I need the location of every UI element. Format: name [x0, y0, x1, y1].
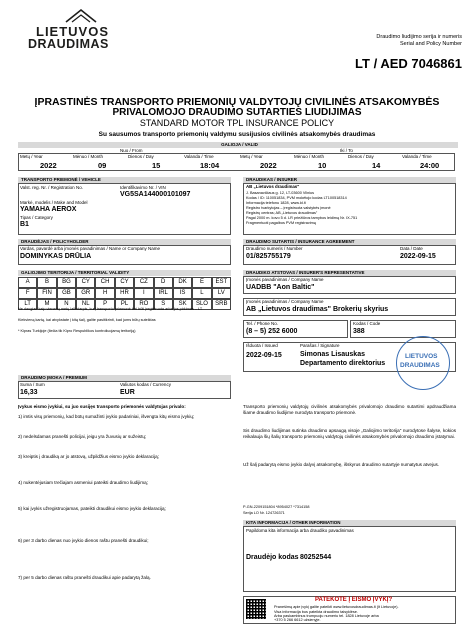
rep-name-label: Įmonės pavadinimas / Company Name	[246, 299, 324, 304]
reg-label: Valst. reg. Nr. / Registration No.	[20, 185, 83, 190]
insurer-line-7: Fragmentuoti pagalbos PVM registravimą	[246, 221, 316, 225]
premium-sum: 16,33	[20, 389, 38, 396]
territory-bar: GALIOJIMO TERITORIJA / TERRITORIAL VALIDITY	[18, 270, 231, 276]
territory-country-cell: RO	[134, 299, 153, 310]
insurer-line-2: Kodas / ID: 110051834, PVM mokėtojo kodas LT100518314	[246, 196, 347, 200]
info-p7: 7) per 5 darbo dienas raštu pranešti draudikui apie padarytą žalą.	[18, 575, 151, 580]
qr-code-icon[interactable]	[246, 599, 266, 619]
title-line-2: PRIVALOMOJO DRAUDIMO SUTARTIES LIUDIJIMAS	[112, 107, 362, 118]
territory-country-cell: DK	[173, 277, 192, 288]
rep-code-label: Kodas / Code	[353, 321, 381, 326]
other-info-bar: KITA INFORMACIJA / OTHER INFORMATION	[243, 520, 456, 526]
territory-country-cell: H	[95, 288, 114, 299]
from-year-label: Metų / Year	[20, 154, 43, 159]
serial-label-en: Serial and Policy Number	[399, 41, 462, 47]
premium-currency: EUR	[120, 389, 135, 396]
info-p2: 2) nedelsdamas pranešti policijai, jeigu yra žuvusių ar sužeistų;	[18, 434, 147, 439]
signature-label: Parašas / Signature	[300, 343, 340, 348]
vin-label: Identifikavimo Nr. / VIN	[120, 185, 166, 190]
signer-title: Departamento direktorius	[300, 360, 386, 367]
insurer-line-3: Informacija telefonu 1828, www.ld.lt	[246, 201, 306, 205]
stamp-line-2: DRAUDIMAS	[400, 362, 440, 369]
territory-country-cell: FIN	[37, 288, 56, 299]
territory-country-cell: S	[154, 299, 173, 310]
insurer-name: AB „Lietuvos draudimas"	[246, 184, 300, 189]
info-p5: 5) kai įvykis užregistruojamas, pateikti draudikui eismo įvykio deklaraciją;	[18, 506, 166, 511]
right-p2: Sis draudimo liudijimas sutinka draudimo apsaugą visoje „Galiojimo teritorija" nurodytose šalyse, kokios reikalauja šių šalių transporto priemonių valdytojų civilinės atsakomybės privalomojo draudimo įstatymai.	[243, 428, 456, 439]
rep-company: UADBB "Aon Baltic"	[246, 284, 315, 291]
territory-country-cell: LV	[212, 288, 231, 299]
logo-line-1: LIETUVOS	[36, 24, 110, 39]
territory-country-cell: CZ	[134, 277, 153, 288]
other-info-code-label: Draudėjo kodas	[246, 554, 299, 561]
territory-grid	[18, 277, 231, 310]
footer-heading: PATEKOTE Į EISMO ĮVYKĮ?	[315, 597, 393, 603]
serial-label-lt: Draudimo liudijimo serija ir numeris	[376, 34, 462, 40]
territory-country-cell: CY	[115, 277, 134, 288]
to-month: 10	[318, 161, 327, 170]
territory-country-cell: P	[95, 299, 114, 310]
territory-country-cell: D	[154, 277, 173, 288]
agreement-bar: DRAUDIMO SUTARTIS / INSURANCE AGREEMENT	[243, 239, 456, 245]
from-day-label: Dienos / Day	[128, 154, 154, 159]
to-day: 14	[372, 161, 381, 170]
from-month: 09	[98, 161, 107, 170]
right-p3: Už šalį padarytą eismo įvykio dalyvį atsakomybę, išskyrus draudimo sutartyje numatytus atvejus.	[243, 462, 440, 467]
territory-country-cell: GB	[57, 288, 76, 299]
to-time-label: Valanda / Time	[402, 154, 432, 159]
series-line: Serija LO Nr. 124726371	[243, 511, 285, 515]
insurer-bar: DRAUDIKAS / INSURER	[243, 177, 456, 183]
territory-country-cell: IS	[173, 288, 192, 299]
type-value: B1	[20, 221, 29, 228]
rep-company-label: Įmonės pavadinimas / Company Name	[246, 277, 324, 282]
serial-label	[376, 34, 462, 48]
territory-country-cell: B	[37, 277, 56, 288]
right-p1: Transporto priemonių valdytojų civilinės atsakomybės privalomojo draudimo sutartimi apdraudžiama šiame draudimo liudijime nurodyta transporto priemonė.	[243, 404, 456, 415]
logo-line-2: DRAUDIMAS	[28, 37, 109, 51]
other-info-code: 80252544	[300, 554, 332, 561]
territory-country-cell: PL	[115, 299, 134, 310]
vin-value: VG5SA144000101097	[120, 191, 191, 198]
reg-line: P-GN-2209151804 *8954027 *7314158	[243, 505, 310, 509]
territory-country-cell: E	[192, 277, 211, 288]
insurer-line-4: Registro tvarkytojas – įregistruota valstybės įmonė	[246, 206, 331, 210]
territory-country-cell: BG	[57, 277, 76, 288]
footer-line-3: Arba paskambinus trumpuoju numeriu tel. 1828 Lietuvoje arba	[274, 614, 379, 618]
territory-country-cell: IRL	[154, 288, 173, 299]
rep-name: AB „Lietuvos draudimas" Brokerių skyrius	[246, 306, 389, 313]
premium-currency-label: Valiutos kodas / Currency	[120, 382, 171, 387]
serial-number: LT / AED 7046861	[355, 56, 462, 71]
from-day: 15	[152, 161, 161, 170]
validity-bar: GALIOJA / VALID	[18, 142, 458, 148]
agreement-date: 2022-09-15	[400, 253, 436, 260]
territory-country-cell: EST	[212, 277, 231, 288]
territory-country-cell: CH	[95, 277, 114, 288]
rep-phone: (8 – 5) 252 6000	[246, 328, 298, 335]
to-month-label: Mėnuo / Month	[294, 154, 325, 159]
from-time-label: Valanda / Time	[184, 154, 214, 159]
to-day-label: Dienos / Day	[348, 154, 374, 159]
agreement-date-label: Data / Date	[400, 246, 423, 251]
territory-country-cell: SRB	[212, 299, 231, 310]
from-label: Nuo / From	[120, 148, 143, 153]
issued-label: Išduota / Issued	[246, 343, 278, 348]
territory-country-cell: SLO	[192, 299, 211, 310]
rep-phone-label: Tel. / Phone No.	[246, 321, 279, 326]
signer-name: Simonas Lisauskas	[300, 351, 365, 358]
make-value: YAMAHA AEROX	[20, 206, 77, 213]
insurer-line-5: Registrų centras; AB „Lietuvos draudimas"	[246, 211, 318, 215]
territory-country-cell: NL	[76, 299, 95, 310]
territory-country-cell: F	[18, 288, 37, 299]
subtitle: Su sausumos transporto priemonių valdymu susijusios civilinės atsakomybės draudimas	[98, 131, 376, 138]
info-p4: 4) nukentėjusiam trečiajam asmeniui pateikti draudimo liudijimą;	[18, 480, 148, 485]
territory-country-cell: M	[37, 299, 56, 310]
to-year: 2022	[260, 161, 277, 170]
from-time: 18:04	[200, 161, 220, 170]
territory-country-cell: I	[134, 288, 153, 299]
policyholder-bar: DRAUDĖJAS / POLICYHOLDER	[18, 239, 231, 245]
company-stamp	[396, 336, 450, 390]
premium-bar: DRAUDIMO ĮMOKA / PREMIUM	[18, 375, 231, 381]
info-p3: 3) kreiptis į draudiką ar jo atstovą, užpildžius eismo įvykio deklaraciją;	[18, 454, 159, 459]
insurer-line-6: Pagal 2000 m. kovo 5 d. LR priežiūros tarnybos leidimą Nr. IX-751	[246, 216, 358, 220]
type-label: Tipas / Category	[20, 215, 53, 220]
territory-country-cell: SK	[173, 299, 192, 310]
agreement-number: 01/825755179	[246, 253, 291, 260]
to-year-label: Metų / Year	[240, 154, 263, 159]
territory-country-cell: L	[192, 288, 211, 299]
territory-note-3: * Kipras Turkijoje (liečia tik Kipro Respublikos kontroliuojamą teritoriją)	[18, 329, 136, 333]
footer-line-4: +370 5 266 6612 užsienyje.	[274, 618, 321, 622]
territory-country-cell: HR	[115, 288, 134, 299]
footer-line-2: Visa informacija bus pateikta draudimo taisyklėse.	[274, 610, 358, 614]
rep-code: 388	[353, 328, 365, 335]
stamp-line-1: LIETUVOS	[405, 353, 438, 360]
agreement-number-label: Draudimo numeris / Number	[246, 246, 303, 251]
from-month-label: Mėnuo / Month	[73, 154, 104, 159]
info-p6: 6) per 3 darbo dienas nuo įvykio dienos raštu pranešti draudikui;	[18, 538, 149, 543]
from-year: 2022	[40, 161, 57, 170]
insurer-line-1: J. Basanavičiaus g. 12, LT-03600 Vilnius	[246, 191, 315, 195]
territory-country-cell: GR	[76, 288, 95, 299]
to-label: Iki / To	[340, 148, 353, 153]
title-line-3: STANDARD MOTOR TPL INSURANCE POLICY	[139, 118, 335, 128]
title-line-1: ĮPRASTINĖS TRANSPORTO PRIEMONIŲ VALDYTOJŲ CIVILINĖS ATSAKOMYBĖS	[34, 96, 440, 108]
territory-country-cell: A	[18, 277, 37, 288]
policyholder-label: Vardas, pavardė arba įmonės pavadinimas / Name or Company Name	[20, 246, 160, 251]
premium-sum-label: Suma / Sum	[20, 382, 45, 387]
issued-date: 2022-09-15	[246, 352, 282, 359]
company-logo	[28, 10, 132, 54]
territory-note-2: Kiekvieną kartą, kai atvykstate į kitą šalį, galite pasitikrinti, kad jums būtų suteiktas	[18, 318, 156, 322]
territory-country-cell: N	[57, 299, 76, 310]
vehicle-bar: TRANSPORTO PRIEMONĖ / VEHICLE	[18, 177, 231, 183]
info-heading: Įvykus eismo įvykiui, su juo susijęs transporto priemonės valdytojas privalo:	[18, 404, 186, 409]
shield-icon	[64, 8, 98, 24]
info-p1: 1) imtis visų priemonių, kad būtų sumažinti įvykio padariniai, išvengta kitų eismo įvykių;	[18, 414, 195, 419]
territory-country-cell: CY	[76, 277, 95, 288]
territory-country-cell: LT	[18, 299, 37, 310]
policyholder-value: DOMINYKAS DRŪLIA	[20, 253, 92, 260]
make-label: Markė, modelis / Make and Model	[20, 200, 88, 205]
other-info-text: Papildoma kita informacija arba draudiko pavadinimas	[246, 528, 354, 533]
footer-line-1: Pranešimą apie įvykį galite pateikti www.lietuvosdraudimas.lt (lt Lietuvoje).	[274, 605, 399, 609]
territory-note-1: Ne daugiau kaip vienerių metų laikotarpis, kurį transporto priemonė turi būti įregistruota arba jos pirkimas – LT	[18, 307, 203, 311]
to-time: 24:00	[420, 161, 440, 170]
representative-bar: DRAUDIKO ATSTOVAS / INSURER'S REPRESENTATIVE	[243, 270, 456, 276]
